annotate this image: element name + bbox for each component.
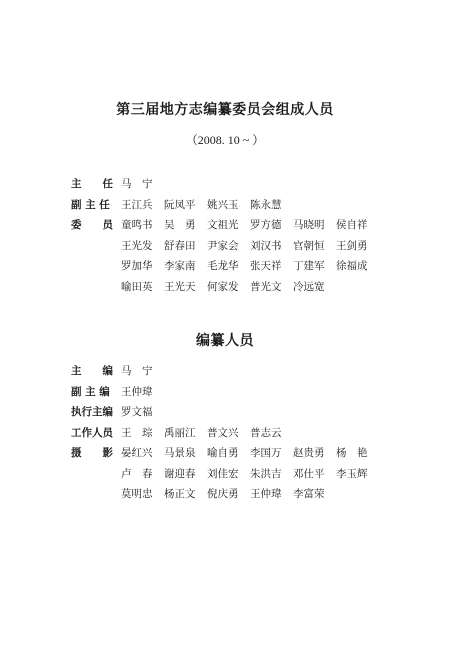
editors-row [0, 404, 450, 420]
editors-row [0, 486, 450, 502]
role-label: 摄 影 [71, 447, 113, 459]
person-name: 文祖光 [207, 219, 239, 231]
person-name: 李家南 [164, 260, 196, 272]
committee-row [0, 258, 450, 274]
role-label: 主 编 [71, 365, 113, 377]
person-name: 谢迎春 [164, 467, 196, 480]
person-name: 尹家会 [207, 239, 239, 252]
person-name: 李富荣 [293, 488, 325, 500]
person-name: 普志云 [250, 426, 282, 439]
editors-row [0, 425, 450, 441]
role-label: 工作人员 [71, 426, 113, 439]
person-name: 喻田英 [121, 280, 153, 293]
person-name: 何家发 [207, 280, 239, 293]
role-label: 执行主编 [71, 406, 113, 418]
person-name: 刘佳宏 [207, 467, 239, 480]
person-name: 毛龙华 [207, 260, 239, 272]
person-name: 吴 勇 [164, 219, 196, 231]
person-name: 阮凤平 [164, 198, 196, 211]
person-name: 姚兴玉 [207, 198, 239, 211]
committee-row [0, 279, 450, 295]
person-name: 朱洪吉 [250, 467, 282, 480]
editors-title: 编纂人员 [196, 333, 254, 349]
role-label: 委 员 [71, 219, 113, 231]
person-name: 马晓明 [293, 219, 325, 231]
person-name: 马 宁 [121, 178, 153, 190]
person-name: 官朝恒 [293, 239, 325, 252]
person-name: 罗文福 [121, 406, 153, 418]
person-name: 赵贵勇 [293, 447, 325, 459]
committee-row [0, 176, 450, 192]
person-name: 莫明忠 [121, 488, 153, 500]
person-name: 倪庆勇 [207, 488, 239, 500]
committee-row [0, 197, 450, 213]
person-name: 徐福成 [336, 260, 368, 272]
person-name: 卢 春 [121, 467, 153, 480]
person-name: 马 宁 [121, 365, 153, 377]
person-name: 王光天 [164, 280, 196, 293]
person-name: 王仲瑋 [250, 488, 282, 500]
editors-row [0, 363, 450, 379]
person-name: 罗加华 [121, 260, 153, 272]
person-name: 喻自勇 [207, 447, 239, 459]
person-name: 马景泉 [164, 447, 196, 459]
person-name: 王仲瑋 [121, 385, 153, 398]
committee-row [0, 217, 450, 233]
editors-row [0, 466, 450, 482]
person-name: 李玉辉 [336, 467, 368, 480]
role-label: 主 任 [71, 178, 113, 190]
role-label: 副 主 编 [71, 385, 110, 398]
committee-date: （2008. 10 ~ ） [185, 133, 265, 147]
committee-row [0, 238, 450, 254]
person-name: 童鸣书 [121, 219, 153, 231]
person-name: 晏红兴 [121, 447, 153, 459]
person-name: 舒春田 [164, 239, 196, 252]
person-name: 王剑勇 [336, 239, 368, 252]
person-name: 罗方德 [250, 219, 282, 231]
person-name: 邓仕平 [293, 467, 325, 480]
person-name: 王江兵 [121, 198, 153, 211]
person-name: 李国万 [250, 447, 282, 459]
person-name: 禹丽江 [164, 426, 196, 439]
editors-row [0, 445, 450, 461]
person-name: 普文兴 [207, 426, 239, 439]
person-name: 王光发 [121, 239, 153, 252]
person-name: 陈永慧 [250, 198, 282, 211]
role-label: 副 主 任 [71, 198, 110, 211]
person-name: 冷远宽 [293, 280, 325, 293]
person-name: 张天祥 [250, 260, 282, 272]
committee-title: 第三届地方志编纂委员会组成人员 [116, 102, 334, 118]
editors-row [0, 384, 450, 400]
person-name: 普光文 [250, 280, 282, 293]
person-name: 侯自祥 [336, 219, 368, 231]
person-name: 王 琮 [121, 426, 153, 439]
person-name: 刘汉书 [250, 239, 282, 252]
person-name: 杨正文 [164, 488, 196, 500]
person-name: 丁建军 [293, 260, 325, 272]
person-name: 杨 艳 [336, 447, 368, 459]
